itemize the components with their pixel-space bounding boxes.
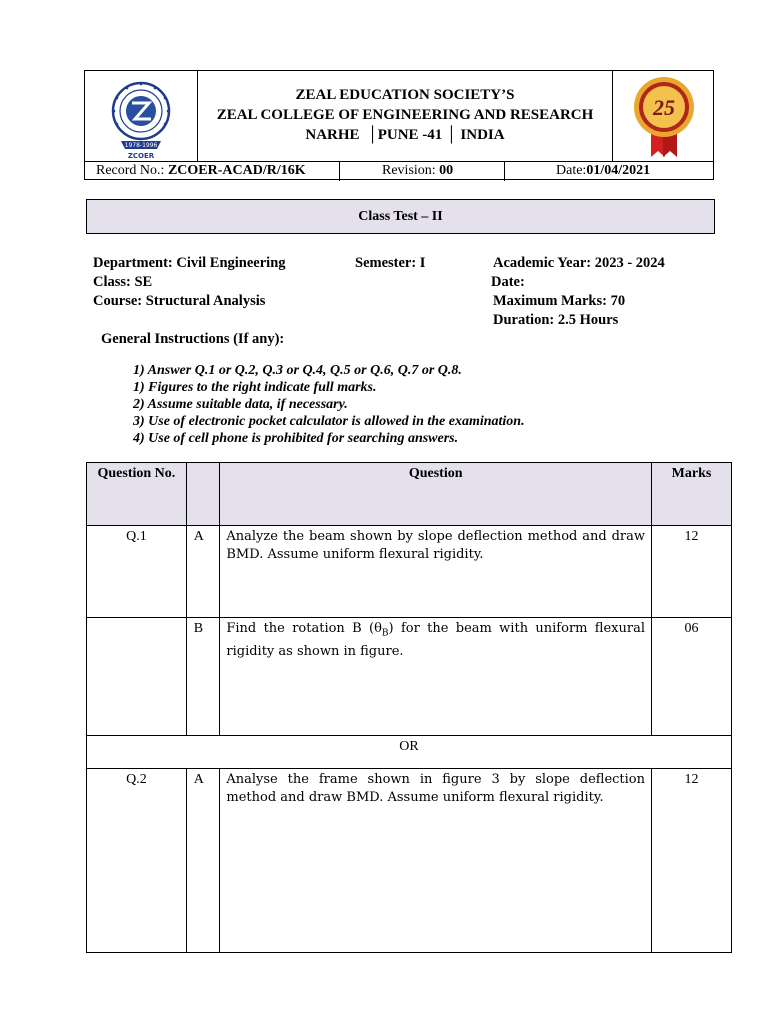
- question-marks: 12: [652, 526, 732, 618]
- instruction-item: 1) Figures to the right indicate full marks.: [133, 380, 377, 395]
- society-name: ZEAL EDUCATION SOCIETY’S: [295, 87, 515, 103]
- or-separator: OR: [87, 736, 732, 769]
- table-row: [87, 618, 732, 736]
- or-row: [87, 736, 732, 769]
- revision: Revision: 00: [340, 162, 505, 181]
- table-row: [87, 526, 732, 618]
- question-part: A: [186, 769, 220, 953]
- table-header-row: [87, 463, 732, 526]
- header-question: Question: [220, 463, 652, 526]
- instruction-item: 4) Use of cell phone is prohibited for searching answers.: [133, 431, 459, 446]
- address-india: INDIA: [460, 127, 505, 143]
- svg-text:ZCOER: ZCOER: [127, 152, 155, 160]
- question-part: A: [186, 526, 220, 618]
- instruction-item: 2) Assume suitable data, if necessary.: [133, 397, 348, 412]
- instructions-list: [133, 362, 525, 447]
- svg-text:25: 25: [653, 95, 675, 120]
- maximum-marks: Maximum Marks: 70: [493, 293, 626, 309]
- institution-title: [198, 71, 612, 161]
- test-title: Class Test – II: [86, 199, 715, 234]
- question-number: [87, 618, 187, 736]
- course: Course: Structural Analysis: [93, 293, 266, 309]
- header-marks: Marks: [652, 463, 732, 526]
- instruction-item: 1) Answer Q.1 or Q.2, Q.3 or Q.4, Q.5 or Q.6, Q.7 or Q.8.: [133, 363, 462, 378]
- address-separator: │: [442, 127, 461, 143]
- record-row: [85, 161, 713, 180]
- question-text: Find the rotation B $(\theta_B)$ for the beam with uniform flexural rigidity as shown in figure.: [220, 618, 652, 736]
- question-number: Q.1: [87, 526, 187, 618]
- question-number: Q.2: [87, 769, 187, 953]
- exam-date: Date:: [491, 274, 525, 290]
- instruction-item: 3) Use of electronic pocket calculator is allowed in the examination.: [133, 414, 525, 429]
- anniversary-badge: [612, 71, 713, 161]
- general-instructions-label: General Instructions (If any):: [101, 331, 285, 347]
- record-number: Record No.: ZCOER-ACAD/R/16K: [85, 162, 340, 181]
- question-text: Analyze the beam shown by slope deflection method and draw BMD. Assume uniform flexural rigidity.: [220, 526, 652, 618]
- department: Department: Civil Engineering: [93, 255, 286, 271]
- question-marks: 12: [652, 769, 732, 953]
- question-marks: 06: [652, 618, 732, 736]
- college-address: [198, 125, 612, 145]
- question-text: Analyse the frame shown in figure 3 by slope deflection method and draw BMD. Assume uniform flexural rigidity.: [220, 769, 652, 953]
- college-logo: [85, 71, 198, 161]
- address-pune: PUNE -41: [377, 127, 443, 143]
- institution-header: [84, 70, 714, 180]
- address-separator: │: [363, 127, 378, 143]
- svg-text:1978-1996: 1978-1996: [124, 142, 158, 149]
- header-sub: [186, 463, 220, 526]
- table-row: [87, 769, 732, 953]
- question-table: [86, 462, 732, 953]
- address-narhe: NARHE: [305, 127, 360, 143]
- college-name: ZEAL COLLEGE OF ENGINEERING AND RESEARCH: [216, 107, 594, 123]
- duration: Duration: 2.5 Hours: [493, 312, 619, 328]
- class: Class: SE: [93, 274, 153, 290]
- record-date: Date:01/04/2021: [556, 163, 651, 178]
- semester: Semester: I: [355, 255, 426, 271]
- header-question-no: Question No.: [87, 463, 187, 526]
- academic-year: Academic Year: 2023 - 2024: [493, 255, 665, 271]
- question-part: B: [186, 618, 220, 736]
